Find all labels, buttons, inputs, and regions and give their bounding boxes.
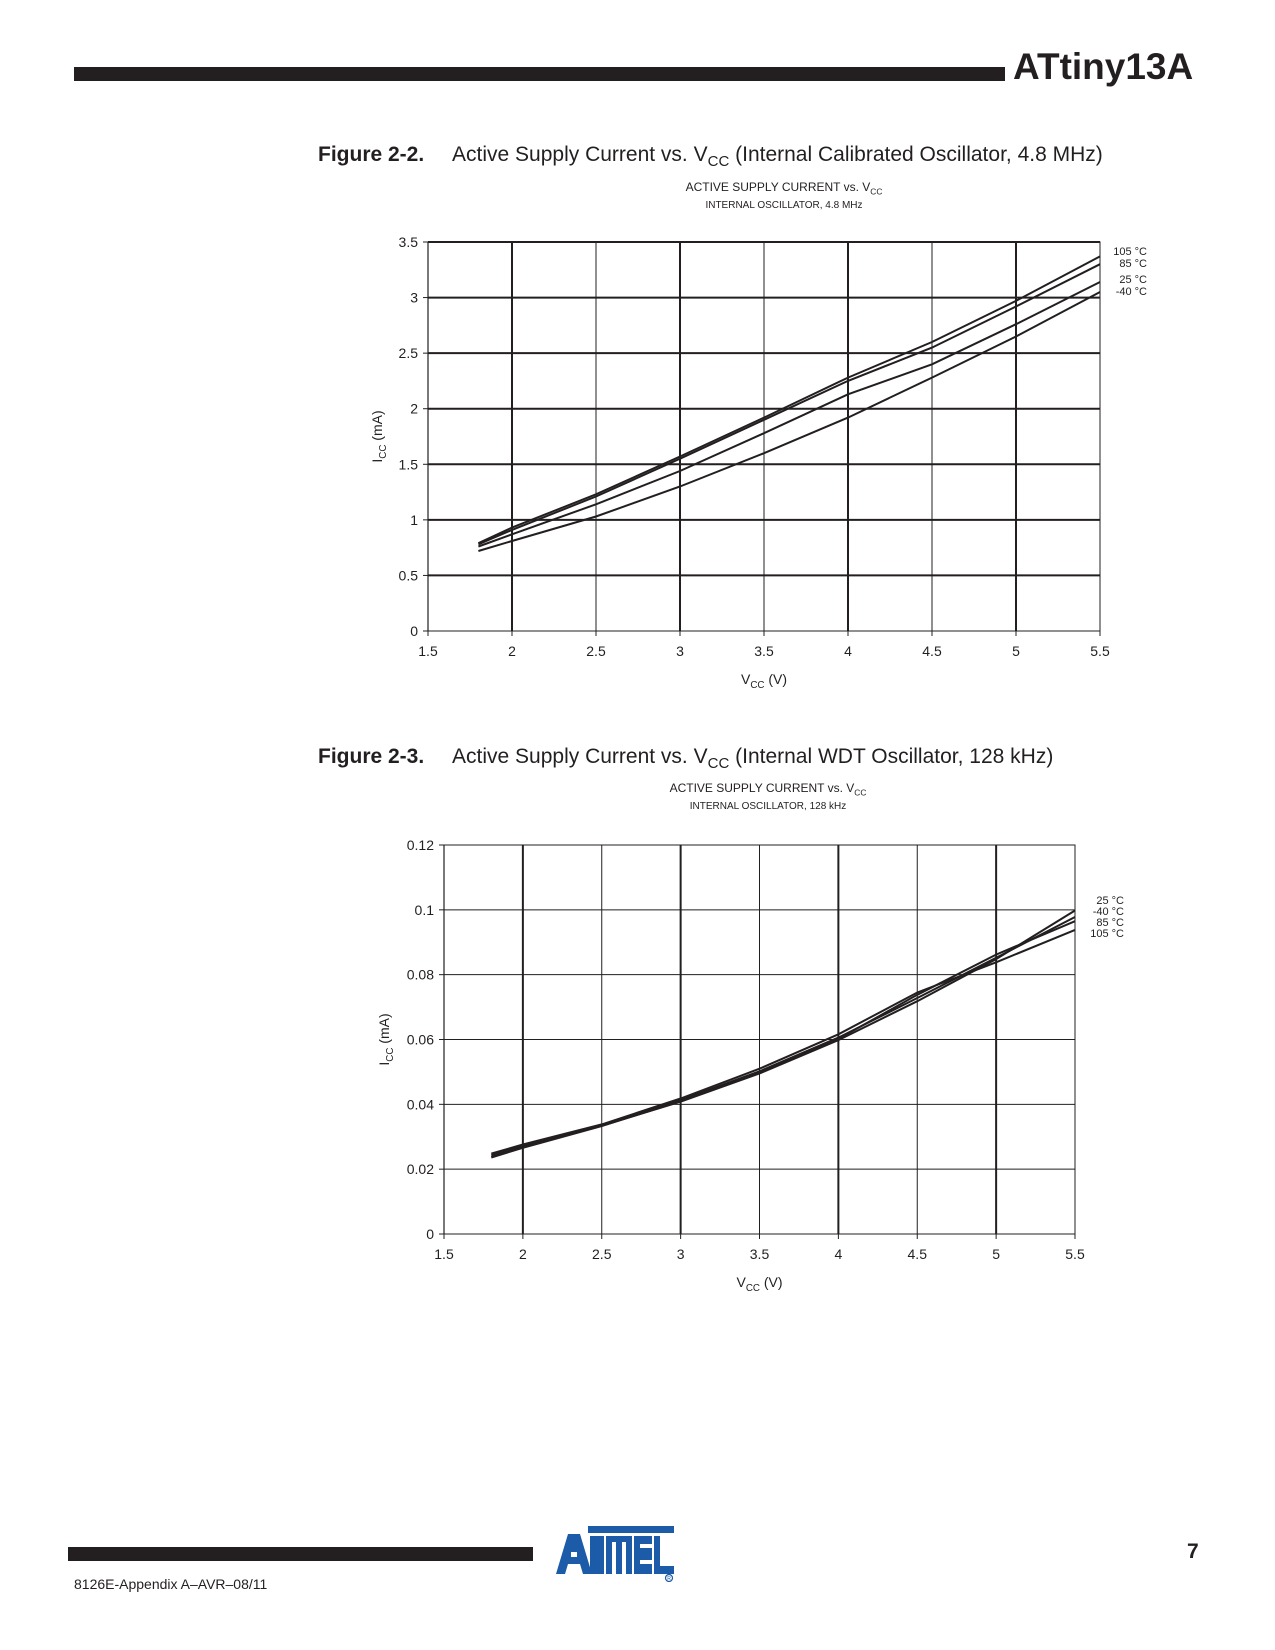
chart-title: ACTIVE SUPPLY CURRENT vs. $V_{CC}$ [685,180,883,197]
svg-text:R: R [667,1576,671,1582]
x-tick-label: 2 [508,643,516,659]
document-title: ATtiny13A [1013,46,1194,87]
footer-document-id: 8126E-Appendix A–AVR–08/11 [74,1576,268,1592]
header-rule [74,67,1005,81]
y-tick-label: 3.5 [398,234,418,250]
x-tick-label: 4.5 [922,643,942,659]
x-tick-label: 3 [676,643,684,659]
page-number: 7 [1187,1540,1199,1563]
caption-text: Active Supply Current vs. V [452,143,708,166]
x-tick-label: 2 [518,1246,527,1262]
x-axis-label: $V_{CC}$ (V) [736,1274,783,1295]
x-tick-label: 5 [1012,643,1020,659]
y-tick-label: 1.5 [398,456,418,473]
legend-label: 105 °C [1090,928,1124,940]
x-tick-label: 3 [676,1246,685,1262]
y-axis-label: $I_{CC}$ (mA) [369,410,390,463]
x-tick-label: 2.5 [592,1246,612,1262]
figure-number: Figure 2-2. [318,143,425,166]
chart-subtitle: INTERNAL OSCILLATOR, 128 kHz [689,801,847,812]
x-tick-label: 3.5 [754,643,774,659]
y-tick-label: 0.04 [406,1096,434,1113]
chart-svg [0,170,1275,690]
x-tick-label: 4 [844,643,852,659]
figure-2-3-caption [318,745,1053,772]
y-tick-label: 0.1 [414,901,434,918]
x-tick-label: 3.5 [749,1246,770,1262]
y-tick-label: 3 [410,289,418,306]
x-tick-label: 5.5 [1090,643,1110,659]
caption-text-end: (Internal Calibrated Oscillator, 4.8 MHz) [729,143,1103,166]
atmel-logo [554,1522,676,1582]
x-tick-label: 5 [992,1246,1001,1262]
y-tick-label: 0.02 [406,1161,434,1178]
y-tick-label: 1 [410,511,418,528]
footer-rule [68,1547,533,1561]
y-tick-label: 2 [410,400,418,417]
y-axis-label: $I_{CC}$ (mA) [376,1013,397,1066]
y-tick-label: 0.5 [398,567,418,584]
legend-label: 85 °C [1119,258,1147,270]
legend-label: 25 °C [1096,895,1124,907]
legend-label: 25 °C [1119,274,1147,286]
x-tick-label: 4 [834,1246,843,1262]
y-tick-label: 0.12 [406,837,434,853]
chart-svg [0,770,1275,1300]
chart-figure-2-3 [0,770,1275,1305]
caption-text-end: (Internal WDT Oscillator, 128 kHz) [729,745,1054,768]
y-tick-label: 2.5 [398,345,418,362]
legend-label: 85 °C [1096,917,1124,929]
chart-subtitle: INTERNAL OSCILLATOR, 4.8 MHz [705,200,863,211]
chart-title: ACTIVE SUPPLY CURRENT vs. $V_{CC}$ [669,781,867,798]
chart-figure-2-2 [0,170,1275,695]
legend-label: -40 °C [1092,906,1124,918]
y-tick-label: 0 [426,1226,434,1242]
x-tick-label: 1.5 [418,643,438,659]
legend-label: 105 °C [1113,246,1147,258]
caption-text: Active Supply Current vs. V [452,745,708,768]
y-tick-label: 0 [410,623,418,639]
caption-subscript: CC [707,153,730,171]
y-tick-label: 0.08 [406,966,434,983]
legend-label: -40 °C [1115,286,1147,298]
figure-2-2-caption [318,143,1103,170]
x-tick-label: 4.5 [907,1246,927,1262]
x-tick-label: 2.5 [586,643,606,659]
caption-subscript: CC [707,755,730,773]
x-axis-label: $V_{CC}$ (V) [740,671,788,690]
x-tick-label: 5.5 [1065,1246,1085,1262]
figure-number: Figure 2-3. [318,745,425,768]
y-tick-label: 0.06 [406,1031,434,1048]
x-tick-label: 1.5 [434,1246,454,1262]
